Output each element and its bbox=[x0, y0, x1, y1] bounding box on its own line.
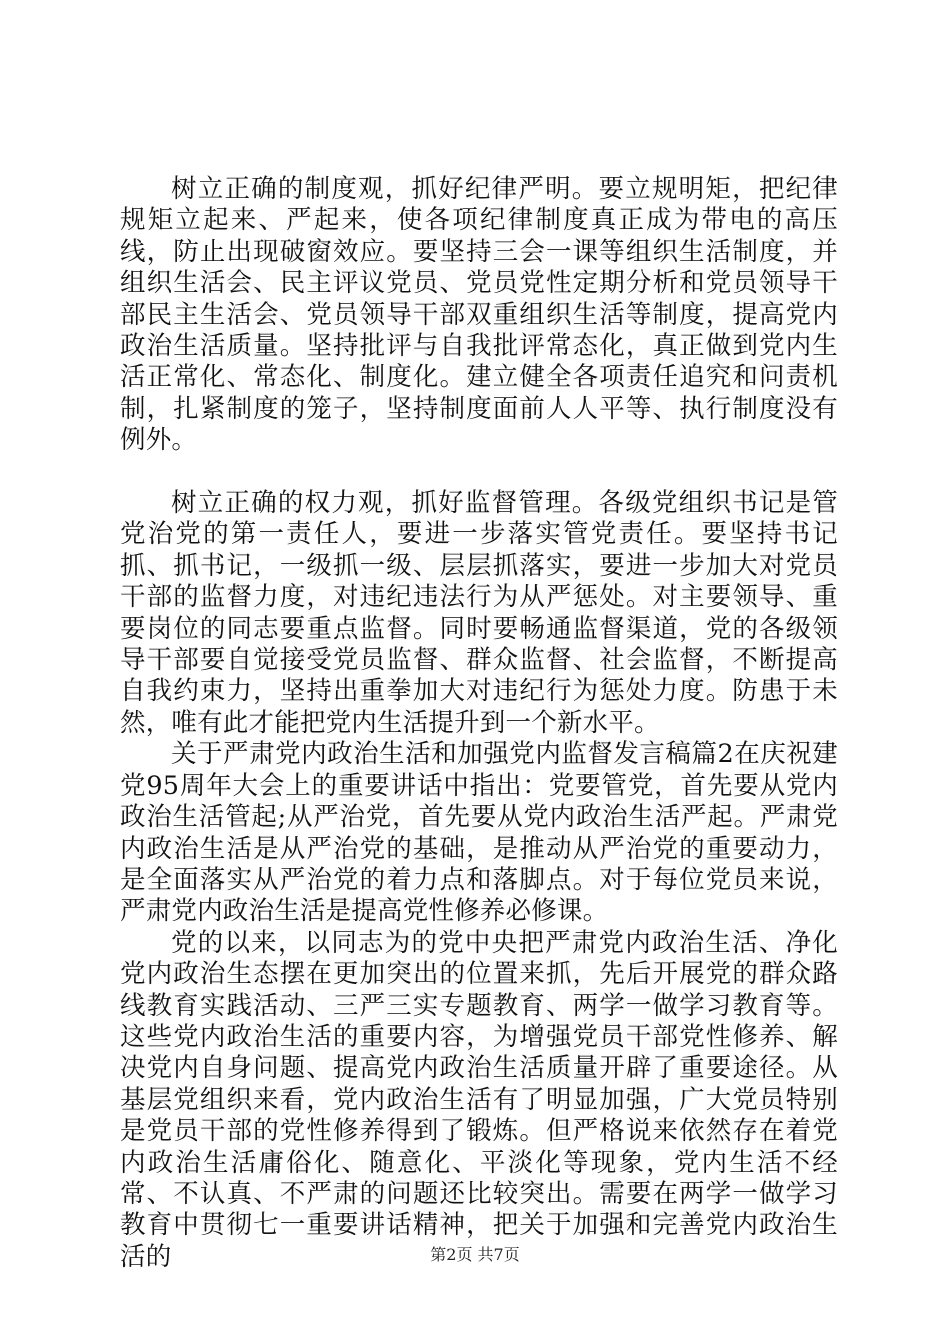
paragraph-power-view: 树立正确的权力观，抓好监督管理。各级党组织书记是管党治党的第一责任人，要进一步落实管党责任。要坚持书记抓、抓书记，一级抓一级、层层抓落实，要进一步加大对党员干部的监督力度，对违纪违法行为从严惩处。对主要领导、重要岗位的同志要重点监督。同时要畅通监督渠道，党的各级领导干部要自觉接受党员监督、群众监督、社会监督，不断提高自我约束力，坚持出重拳加大对违纪行为惩处力度。防患于未然，唯有此才能把党内生活提升到一个新水平。 bbox=[120, 488, 838, 738]
page-number-footer: 第2页 共7页 bbox=[430, 1245, 520, 1264]
document-body bbox=[120, 174, 838, 1273]
paragraph-spacer bbox=[120, 457, 838, 488]
paragraph-system-view: 树立正确的制度观，抓好纪律严明。要立规明矩，把纪律规矩立起来、严起来，使各项纪律制度真正成为带电的高压线，防止出现破窗效应。要坚持三会一课等组织生活制度，并组织生活会、民主评议党员、党员党性定期分析和党员领导干部民主生活会、党员领导干部双重组织生活等制度，提高党内政治生活质量。坚持批评与自我批评常态化，真正做到党内生活正常化、常态化、制度化。建立健全各项责任追究和问责机制，扎紧制度的笼子，坚持制度面前人人平等、执行制度没有例外。 bbox=[120, 174, 838, 456]
paragraph-speech-intro: 关于严肃党内政治生活和加强党内监督发言稿篇2在庆祝建党95周年大会上的重要讲话中指出：党要管党，首先要从党内政治生活管起;从严治党，首先要从党内政治生活严起。严肃党内政治生活是从严治党的基础，是推动从严治党的重要动力，是全面落实从严治党的着力点和落脚点。对于每位党员来说，严肃党内政治生活是提高党性修养必修课。 bbox=[120, 739, 838, 927]
paragraph-party-central: 党的以来，以同志为的党中央把严肃党内政治生活、净化党内政治生态摆在更加突出的位置来抓，先后开展党的群众路线教育实践活动、三严三实专题教育、两学一做学习教育等。这些党内政治生活的重要内容，为增强党员干部党性修养、解决党内自身问题、提高党内政治生活质量开辟了重要途径。从基层党组织来看，党内政治生活有了明显加强，广大党员特别是党员干部的党性修养得到了锻炼。但严格说来依然存在着党内政治生活庸俗化、随意化、平淡化等现象，党内生活不经常、不认真、不严肃的问题还比较突出。需要在两学一做学习教育中贯彻七一重要讲话精神，把关于加强和完善党内政治生活的 bbox=[120, 927, 838, 1272]
